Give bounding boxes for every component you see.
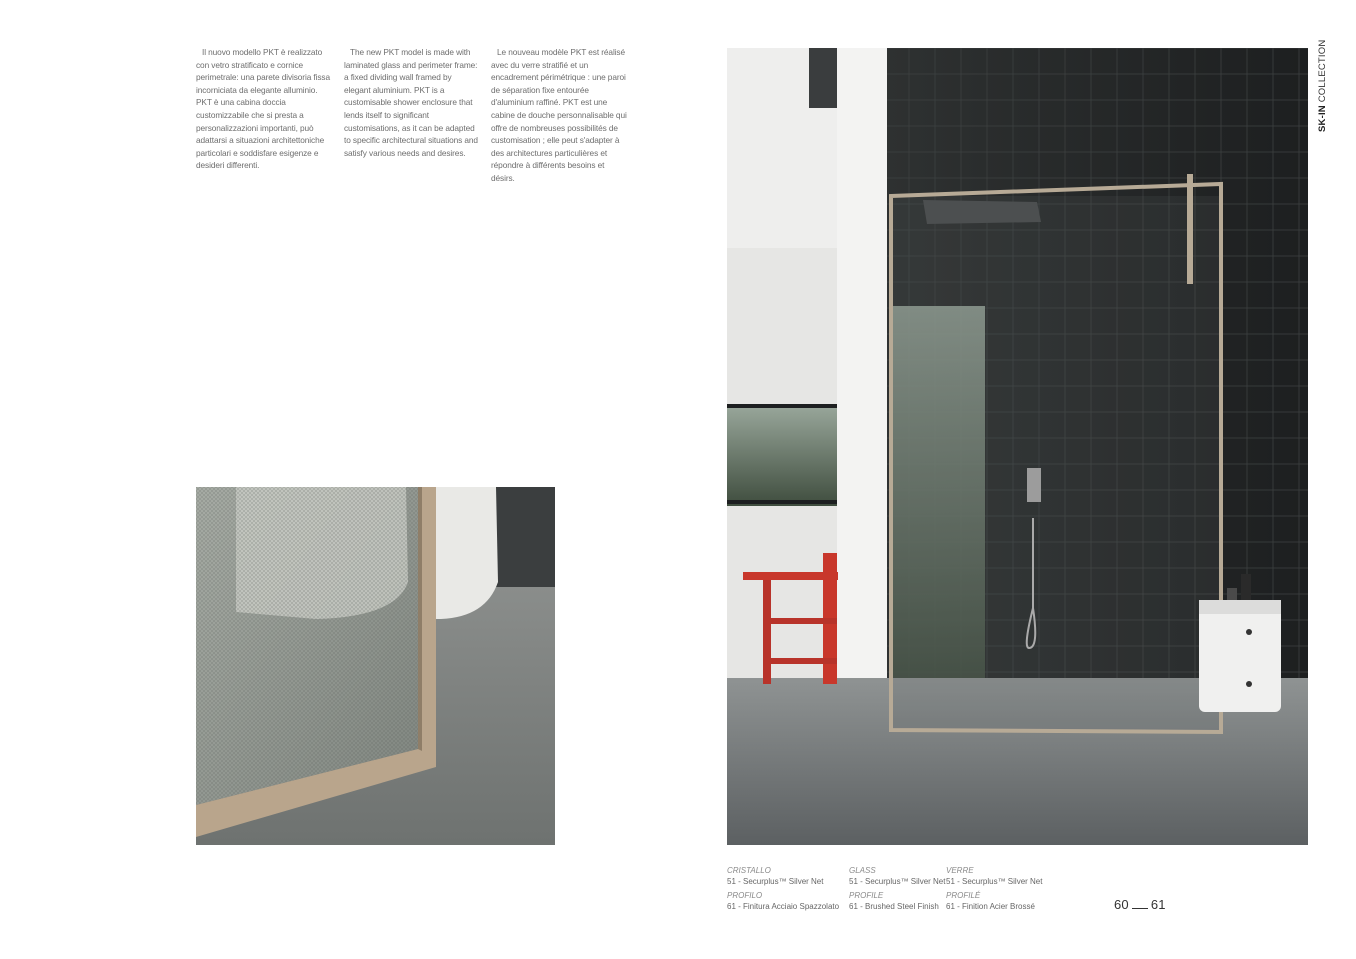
intro-text-english: The new PKT model is made with laminated glass and perimeter frame: a fixed dividing wall framed by elegant aluminium. PKT is a customisable shower enclosure that lends itself to significant customisations, as it can be adapted to specific architectural situations and satisfy various needs and desires. [344, 47, 478, 158]
spec-profile-label: PROFILÉ [946, 891, 981, 900]
collection-brand: SK-IN [1317, 105, 1328, 132]
spec-french [946, 866, 1042, 916]
spec-glass-label: VERRE [946, 866, 974, 875]
spec-profile-value: 61 - Finitura Acciaio Spazzolato [727, 901, 840, 911]
spec-profile-label: PROFILO [727, 891, 763, 900]
spec-profile-value: 61 - Finition Acier Brossé [946, 901, 1035, 911]
spec-glass-label: CRISTALLO [727, 866, 771, 875]
collection-label [1317, 39, 1331, 138]
spec-glass-label: GLASS [849, 866, 876, 875]
intro-text-italian: Il nuovo modello PKT è realizzato con vetro stratificato e cornice perimetrale: una parete divisoria fissa incorniciata da elegante alluminio. PKT è una cabina doccia customizzabile che si presta a personalizzazioni importanti, può adattarsi a situazioni architettoniche particolari e soddisfare esigenze e desideri differenti. [196, 47, 330, 171]
collection-word: COLLECTION [1317, 39, 1328, 106]
intro-text-french: Le nouveau modèle PKT est réalisé avec du verre stratifié et un encadrement périmétrique : une paroi de séparation fixe entourée d'aluminium raffiné. PKT est une cabine de douche personnalisable qui offre de nombreuses possibilités de customisation ; elle peut s'adapter à des architectures particulières et répondre à différents besoins et désirs. [491, 47, 627, 183]
spec-glass-value: 51 - Securplus™ Silver Net [946, 876, 1043, 886]
page-numbers [1114, 897, 1166, 912]
shower-photo [727, 48, 1308, 845]
detail-photo [196, 487, 555, 845]
spec-profile-label: PROFILE [849, 891, 884, 900]
page-number-right: 61 [1150, 897, 1166, 912]
spec-glass-value: 51 - Securplus™ Silver Net [849, 876, 946, 886]
page-number-left: 60 [1114, 897, 1129, 912]
page-separator [1132, 899, 1148, 909]
spec-profile-value: 61 - Brushed Steel Finish [849, 901, 939, 911]
spec-english [849, 866, 945, 916]
spec-glass-value: 51 - Securplus™ Silver Net [727, 876, 824, 886]
spec-italian [727, 866, 839, 916]
